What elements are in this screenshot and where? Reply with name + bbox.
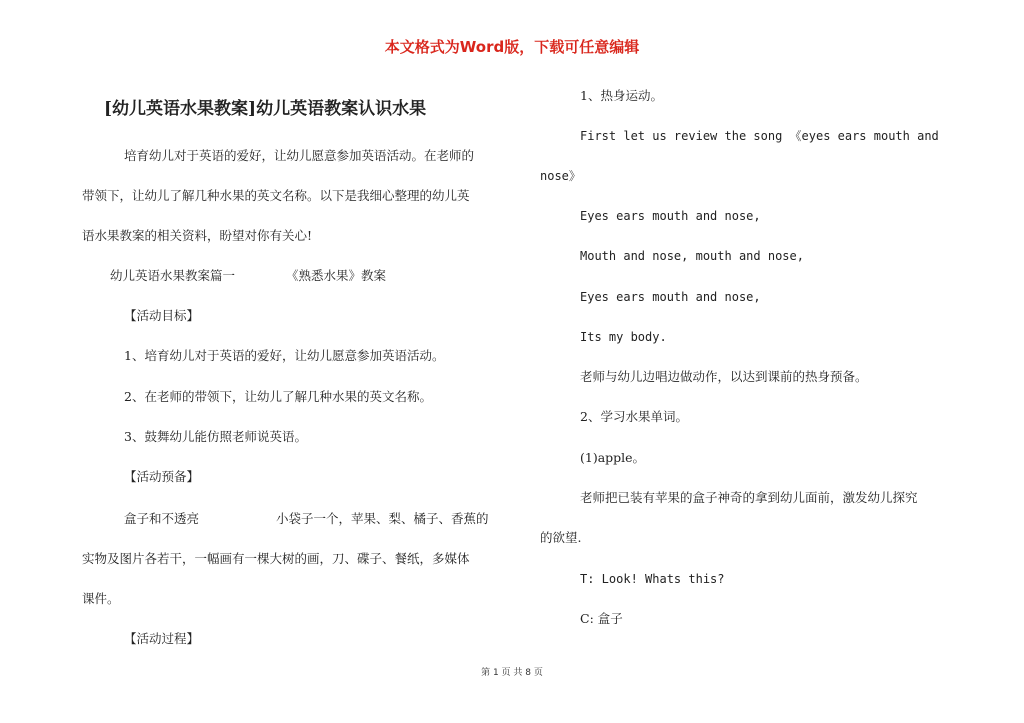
box-line-1: 老师把已装有苹果的盒子神奇的拿到幼儿面前，激发幼儿探究	[580, 490, 918, 505]
goal-item-2: 2、在老师的带领下，让幼儿了解几种水果的英文名称。	[124, 389, 432, 404]
apple-item: (1)apple。	[580, 450, 646, 465]
prep-line-2: 实物及图片各若干，一幅画有一棵大树的画，刀、碟子、餐纸，多媒体	[82, 551, 470, 566]
review-line-2: nose》	[540, 169, 581, 183]
box-line-2: 的欲望.	[540, 530, 582, 545]
learn-heading: 2、学习水果单词。	[580, 409, 688, 424]
prep-line-3: 课件。	[82, 591, 120, 606]
goal-heading: 【活动目标】	[124, 308, 200, 323]
page-footer: 第 1 页 共 8 页	[481, 668, 543, 678]
child-line: C: 盒子	[580, 611, 623, 626]
song-line-3: Eyes ears mouth and nose,	[580, 290, 761, 304]
song-line-1: Eyes ears mouth and nose,	[580, 209, 761, 223]
song-line-2: Mouth and nose, mouth and nose,	[580, 249, 804, 263]
intro-line-3: 语水果教案的相关资料，盼望对你有关心!	[82, 228, 313, 243]
action-line: 老师与幼儿边唱边做动作，以达到课前的热身预备。	[580, 369, 868, 384]
intro-line-1: 培育幼儿对于英语的爱好，让幼儿愿意参加英语活动。在老师的	[124, 148, 475, 163]
prep-heading: 【活动预备】	[124, 469, 200, 484]
process-heading: 【活动过程】	[124, 631, 200, 646]
warmup-heading: 1、热身运动。	[580, 88, 663, 103]
goal-item-1: 1、培育幼儿对于英语的爱好，让幼儿愿意参加英语活动。	[124, 348, 445, 363]
review-line-1: First let us review the song 《eyes ears mouth and	[580, 129, 939, 143]
teacher-line: T: Look! Whats this?	[580, 572, 725, 586]
download-banner: 本文格式为Word版，下载可任意编辑	[384, 38, 640, 56]
lesson-subtitle-a: 幼儿英语水果教案篇一	[110, 268, 236, 283]
prep-line-1a: 盒子和不透亮	[124, 511, 200, 526]
song-line-4: Its my body.	[580, 330, 667, 344]
prep-line-1b: 小袋子一个，苹果、梨、橘子、香蕉的	[276, 511, 489, 526]
lesson-subtitle-b: 《熟悉水果》教案	[286, 268, 387, 283]
goal-item-3: 3、鼓舞幼儿能仿照老师说英语。	[124, 429, 307, 444]
document-title: [幼儿英语水果教案]幼儿英语教案认识水果	[104, 99, 427, 119]
intro-line-2: 带领下，让幼儿了解几种水果的英文名称。以下是我细心整理的幼儿英	[82, 188, 470, 203]
